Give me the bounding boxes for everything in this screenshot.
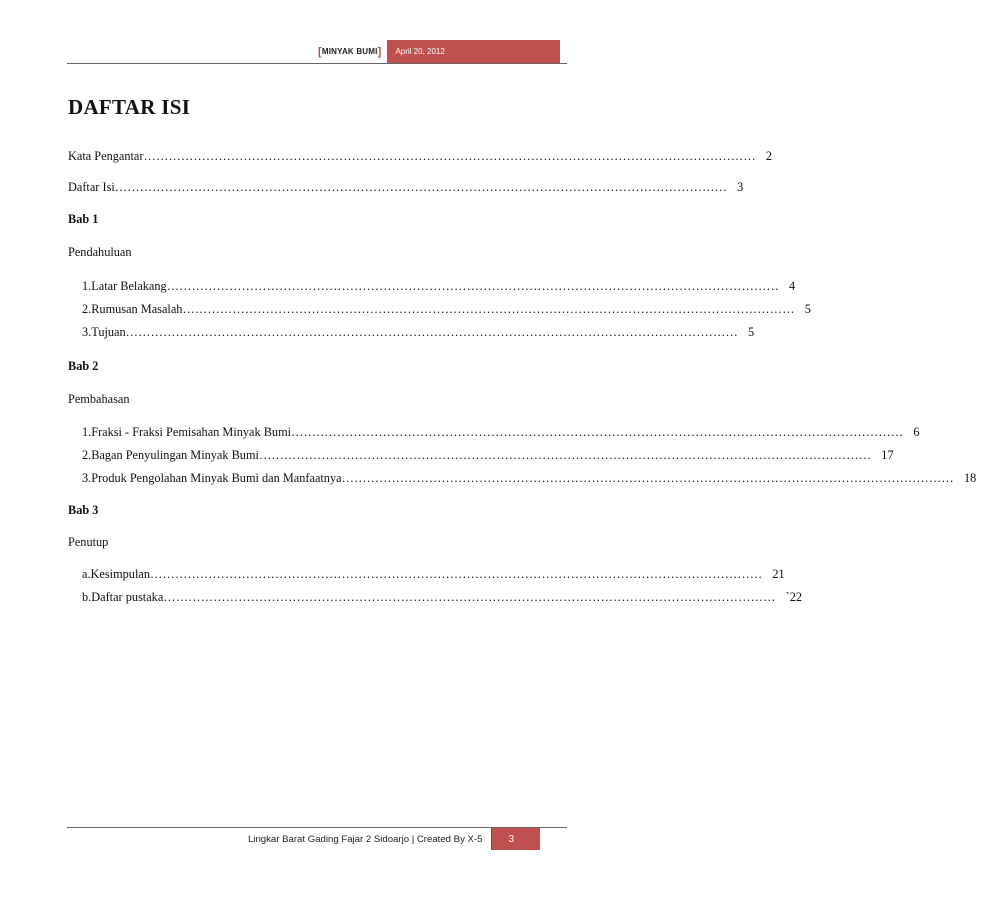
toc-label: Daftar Isi <box>68 180 115 194</box>
toc-label: Kesimpulan <box>90 567 150 581</box>
toc-row-bab1-3: 3. Tujuan ………………………………………………………………………………………………………………………………… 5 <box>82 325 550 340</box>
toc-label: Bagan Penyulingan Minyak Bumi <box>91 448 259 462</box>
toc-leader: ………………………………………………………………………………………………………………………………… <box>143 149 756 163</box>
toc-page: 6 <box>913 425 920 439</box>
toc-leader: ………………………………………………………………………………………………………………………………… <box>114 180 728 194</box>
toc-row-kata-pengantar <box>68 149 772 164</box>
toc-page: 5 <box>748 325 755 339</box>
toc-row-bab3-b: b. Daftar pustaka ………………………………………………………………………………………………………………………………… `22 <box>82 590 803 604</box>
toc-page: 21 <box>772 567 785 581</box>
toc-leader: ………………………………………………………………………………………………………………………………… <box>166 279 780 293</box>
toc-page: 5 <box>804 302 811 316</box>
toc-label: Rumusan Masalah <box>91 302 183 316</box>
page-footer <box>248 828 540 850</box>
bab1-subtitle: Pendahuluan <box>68 245 132 259</box>
toc-leader: ………………………………………………………………………………………………………………………………… <box>149 567 763 581</box>
toc-page: 3 <box>737 180 744 194</box>
bab3-heading: Bab 3 <box>68 503 99 517</box>
bab2-heading: Bab 2 <box>68 359 99 373</box>
toc-page: 4 <box>789 279 796 293</box>
toc-page: 17 <box>881 448 894 462</box>
footer-page-number: 3 <box>492 828 540 850</box>
toc-leader: ………………………………………………………………………………………………………………………………… <box>258 448 872 462</box>
header-date: April 20, 2012 <box>387 40 560 63</box>
toc-page: `22 <box>785 590 803 604</box>
bab3-subtitle: Penutup <box>68 535 109 549</box>
toc-label: Tujuan <box>91 325 126 339</box>
toc-label: Fraksi - Fraksi Pemisahan Minyak Bumi <box>91 425 292 439</box>
toc-row-bab2-2: 2. Bagan Penyulingan Minyak Bumi ………………………………………………………………………………………………………………………………… 17 <box>82 448 550 463</box>
toc-leader: ………………………………………………………………………………………………………………………………… <box>163 590 776 604</box>
toc-label: Produk Pengolahan Minyak Bumi dan Manfaatnya <box>91 471 342 485</box>
bab2-subtitle: Pembahasan <box>68 392 130 406</box>
bab1-heading: Bab 1 <box>68 212 99 226</box>
page-title: DAFTAR ISI <box>68 95 191 119</box>
toc-row-bab1-1: 1. Latar Belakang ………………………………………………………………………………………………………………………………… 4 <box>82 279 550 294</box>
toc-row-bab2-1: 1. Fraksi - Fraksi Pemisahan Minyak Bumi ………………………………………………………………………………………………………………………………… 6 <box>82 425 550 440</box>
toc-row-daftar-isi <box>68 180 744 195</box>
toc-label: Kata Pengantar <box>68 149 144 163</box>
header-title-text: MINYAK BUMI <box>321 47 378 56</box>
header-rule <box>67 63 567 64</box>
toc-row-bab1-2: 2. Rumusan Masalah ………………………………………………………………………………………………………………………………… 5 <box>82 302 550 317</box>
footer-text: Lingkar Barat Gading Fajar 2 Sidoarjo | Created By X-5 <box>248 828 492 850</box>
toc-page: 2 <box>765 149 772 163</box>
header-title: [ MINYAK BUMI ] <box>318 45 382 58</box>
page-header <box>310 40 560 63</box>
toc-leader: ………………………………………………………………………………………………………………………………… <box>341 471 954 485</box>
toc-row-bab3-a: a. Kesimpulan ………………………………………………………………………………………………………………………………… 21 <box>82 567 550 582</box>
toc-leader: ………………………………………………………………………………………………………………………………… <box>182 302 795 316</box>
toc-leader: ………………………………………………………………………………………………………………………………… <box>291 425 904 439</box>
toc-row-bab2-3: 3. Produk Pengolahan Minyak Bumi dan Manfaatnya ………………………………………………………………………………………………………………………………… 18 <box>82 471 550 486</box>
toc-label: Daftar pustaka <box>91 590 164 604</box>
toc-leader: ………………………………………………………………………………………………………………………………… <box>125 325 738 339</box>
toc-label: Latar Belakang <box>91 279 167 293</box>
toc-page: 18 <box>963 471 977 485</box>
